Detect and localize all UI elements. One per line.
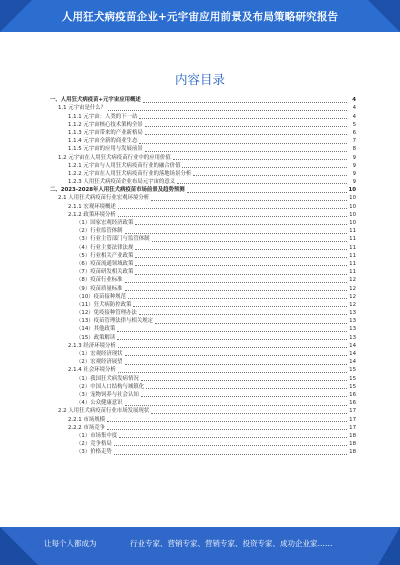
toc-entry-label: （2）宏观经济展望: [76, 359, 123, 366]
toc-leader-dots: [114, 454, 347, 455]
toc-leader-dots: [133, 306, 347, 307]
toc-entry-page: 13: [349, 326, 356, 333]
toc-entry-page: 9: [352, 162, 356, 169]
toc-entry-page: 4: [352, 105, 356, 112]
toc-entry-page: 11: [349, 228, 356, 235]
toc-entry-label: 1.1.2 元宇宙核心技术架构全景: [68, 121, 143, 128]
toc-entry-label: （10）疫苗接种规范: [76, 293, 126, 300]
toc-entry-label: 2.2 人用狂犬病疫苗行业市场发展现状: [58, 408, 150, 415]
toc-entry-label: 2.2.2 市场竞争: [68, 424, 105, 431]
toc-entry-label: （4）公众健康意识: [76, 400, 123, 407]
toc-leader-dots: [143, 102, 347, 103]
toc-leader-dots: [117, 339, 347, 340]
toc-entry-page: 9: [352, 179, 356, 186]
toc-leader-dots: [125, 290, 347, 291]
toc-entry-page: 7: [352, 138, 356, 145]
toc-entry-label: 一、人用狂犬病疫苗+元宇宙应用概述: [50, 97, 141, 104]
toc-entry-label: 2.1 人用狂犬病疫苗行业宏观环境分析: [58, 195, 150, 202]
toc-entry-label: （2）中国人口结构与城镇化: [76, 383, 145, 390]
toc-entry-page: 14: [349, 359, 356, 366]
toc-entry-label: （14）其他政策: [76, 326, 116, 333]
toc-entry-page: 9: [352, 170, 356, 177]
toc-leader-dots: [108, 110, 347, 111]
toc-entry[interactable]: [50, 260, 356, 268]
toc-leader-dots: [182, 167, 347, 168]
toc-entry-label: 1.2.1 元宇宙与人用狂犬病疫苗行业的融合价值: [68, 162, 181, 169]
toc-leader-dots: [146, 388, 347, 389]
toc-entry-page: 12: [349, 293, 356, 300]
toc-entry-page: 13: [349, 310, 356, 317]
toc-entry[interactable]: [50, 293, 356, 301]
toc-entry[interactable]: [50, 276, 356, 284]
toc-entry[interactable]: [50, 104, 356, 112]
footer-roles-text: 行业专家、营销专家、营销专家、投资专家、成功企业家……: [130, 539, 333, 548]
toc-entry-page: 13: [349, 334, 356, 341]
toc-entry-label: （12）免疫接种管理办法: [76, 310, 137, 317]
toc-entry-label: （1）市场集中度: [76, 432, 118, 439]
toc-leader-dots: [145, 126, 347, 127]
toc-entry[interactable]: [50, 243, 356, 251]
toc-entry[interactable]: [50, 432, 356, 440]
toc-leader-dots: [193, 175, 347, 176]
toc-entry[interactable]: [50, 219, 356, 227]
toc-leader-dots: [114, 445, 347, 446]
toc-entry[interactable]: [50, 137, 356, 145]
toc-leader-dots: [118, 216, 347, 217]
toc-entry[interactable]: [50, 317, 356, 325]
toc-entry[interactable]: [50, 252, 356, 260]
toc-leader-dots: [139, 118, 347, 119]
toc-entry-label: （1）国家宏观经济政策: [76, 220, 134, 226]
toc-entry-page: 11: [349, 269, 356, 276]
toc-entry-label: 1.2.3 人用狂犬病疫苗企业布局元宇宙的意义: [68, 179, 176, 186]
toc-entry-page: 11: [349, 236, 356, 243]
toc-entry[interactable]: [50, 284, 356, 292]
toc-entry-page: 16: [349, 400, 356, 407]
toc-entry[interactable]: [50, 301, 356, 309]
toc-entry[interactable]: [50, 202, 356, 210]
toc-entry-page: 10: [349, 211, 356, 218]
toc-entry-page: 15: [349, 375, 356, 382]
toc-leader-dots: [141, 380, 347, 381]
toc-entry-label: 1.1.5 元宇宙的应用与发展前景: [68, 146, 143, 153]
toc-entry-page: 11: [349, 252, 356, 259]
toc-entry-page: 15: [349, 367, 356, 374]
toc-entry-label: （6）疫苗流通领域政策: [76, 260, 134, 267]
toc-entry-label: （2）行业监管体制: [76, 228, 123, 235]
toc-entry-label: 1.1.4 元宇宙全新的商业生态: [68, 138, 138, 145]
toc-leader-dots: [125, 364, 347, 365]
toc-entry[interactable]: [50, 383, 356, 391]
toc-entry-label: 2.1.4 社会环境分析: [68, 367, 116, 374]
toc-entry[interactable]: [50, 424, 356, 432]
toc-entry[interactable]: [50, 178, 356, 186]
toc-entry-page: 14: [349, 342, 356, 349]
toc-leader-dots: [125, 282, 347, 283]
toc-entry-page: 17: [349, 424, 356, 431]
toc-entry-label: 2.2.1 市场规模: [68, 416, 105, 423]
toc-entry[interactable]: [50, 342, 356, 350]
toc-leader-dots: [125, 355, 347, 356]
toc-entry-page: 18: [349, 449, 356, 456]
toc-entry[interactable]: [50, 235, 356, 243]
toc-leader-dots: [135, 249, 347, 250]
page-footer: [0, 527, 400, 565]
toc-entry-label: （1）宏观经济现状: [76, 351, 123, 357]
toc-entry-page: 10: [349, 195, 356, 202]
toc-leader-dots: [145, 134, 347, 135]
toc-entry-label: （11）狂犬病防控政策: [76, 301, 132, 308]
toc-entry-label: （9）疫苗质量标准: [76, 285, 123, 292]
toc-entry[interactable]: [50, 448, 356, 456]
toc-leader-dots: [125, 233, 347, 234]
toc-entry-page: 17: [349, 416, 356, 423]
toc-entry-label: （2）竞争格局: [76, 441, 112, 448]
toc-entry-page: 12: [349, 301, 356, 308]
toc-entry[interactable]: [50, 366, 356, 374]
toc-entry[interactable]: [50, 407, 356, 415]
toc-entry-page: 6: [352, 129, 356, 136]
toc-leader-dots: [135, 224, 347, 225]
toc-leader-dots: [151, 200, 347, 201]
toc-entry[interactable]: [50, 415, 356, 423]
toc-entry-page: 5: [352, 121, 356, 128]
toc-entry-page: 10: [349, 203, 356, 210]
toc-leader-dots: [119, 437, 347, 438]
toc-entry[interactable]: [50, 96, 356, 104]
toc-entry[interactable]: [50, 211, 356, 219]
toc-entry[interactable]: [50, 145, 356, 153]
toc-entry-page: 18: [349, 432, 356, 439]
toc-leader-dots: [128, 298, 347, 299]
toc-entry-label: （7）疫苗研发相关政策: [76, 269, 134, 276]
toc-leader-dots: [107, 429, 347, 430]
toc-leader-dots: [118, 372, 347, 373]
toc-entry-page: 8: [352, 146, 356, 153]
toc-entry-page: 13: [349, 318, 356, 325]
toc-leader-dots: [139, 314, 347, 315]
toc-entry-label: （8）疫苗行业标准: [76, 277, 123, 284]
toc-entry-page: 14: [349, 351, 356, 357]
toc-entry-label: 1.2.2 元宇宙在人用狂犬病疫苗行业的落地场景分析: [68, 170, 192, 177]
footer-right-accent: [378, 527, 400, 565]
toc-leader-dots: [151, 413, 347, 414]
toc-heading: 内容目录: [174, 72, 225, 87]
toc-entry[interactable]: [50, 162, 356, 170]
toc-leader-dots: [118, 347, 347, 348]
toc-entry[interactable]: [50, 440, 356, 448]
toc-entry-page: 4: [352, 113, 356, 120]
toc-leader-dots: [135, 257, 347, 258]
toc-leader-dots: [173, 159, 347, 160]
toc-entry-label: 2.1.1 宏观环境概述: [68, 203, 116, 210]
report-header: [0, 0, 400, 32]
footer-left-accent: [0, 527, 38, 565]
report-title: 人用狂犬病疫苗企业+元宇宙应用前景及布局策略研究报告: [61, 11, 339, 23]
footer-lead-text: 让每个人都成为: [44, 539, 97, 548]
toc-entry[interactable]: [50, 170, 356, 178]
toc-entry-label: （4）行业主要法律法规: [76, 244, 134, 251]
toc-entry-label: （3）价格走势: [76, 449, 112, 456]
toc-leader-dots: [107, 421, 347, 422]
toc-entry-page: 16: [349, 391, 356, 398]
toc-leader-dots: [187, 192, 347, 193]
toc-entry[interactable]: [50, 309, 356, 317]
toc-entry-page: 18: [349, 441, 356, 448]
toc-entry-page: 17: [349, 408, 356, 415]
toc-entry-label: 1.1.1 元宇宙：人类的下一站: [68, 113, 138, 120]
toc-entry[interactable]: [50, 399, 356, 407]
toc-entry-page: 10: [348, 187, 356, 194]
toc-leader-dots: [118, 208, 347, 209]
toc-entry[interactable]: [50, 391, 356, 399]
toc-entry[interactable]: [50, 227, 356, 235]
toc-entry-page: 12: [349, 285, 356, 292]
toc-entry[interactable]: [50, 325, 356, 333]
toc-entry-label: 1.1.3 元宇宙带来的产业新格局: [68, 129, 143, 136]
toc-entry[interactable]: [50, 129, 356, 137]
toc-leader-dots: [152, 241, 347, 242]
table-of-contents: [50, 96, 356, 456]
toc-entry-page: 11: [349, 260, 356, 267]
toc-leader-dots: [145, 151, 347, 152]
toc-leader-dots: [177, 183, 347, 184]
toc-entry[interactable]: [50, 268, 356, 276]
toc-entry-label: （13）疫苗管理法律与相关规定: [76, 318, 153, 325]
toc-entry-label: 二、2023-2028年人用狂犬病疫苗市场前景及趋势预测: [50, 187, 185, 194]
toc-entry[interactable]: [50, 350, 356, 358]
toc-entry-page: 15: [349, 383, 356, 390]
toc-entry[interactable]: [50, 333, 356, 341]
toc-entry[interactable]: [50, 121, 356, 129]
toc-entry-page: 4: [352, 97, 356, 104]
toc-entry[interactable]: [50, 374, 356, 382]
toc-entry-page: 11: [349, 244, 356, 251]
toc-entry-label: 1.1 元宇宙是什么？: [58, 105, 107, 112]
toc-entry-label: （1）我国狂犬病发病情况: [76, 375, 139, 382]
toc-entry-label: （3）宠物饲养与社会认知: [76, 391, 139, 398]
toc-leader-dots: [135, 274, 347, 275]
toc-entry-page: 10: [349, 220, 356, 226]
toc-leader-dots: [139, 143, 347, 144]
toc-entry-page: 12: [349, 277, 356, 284]
toc-entry[interactable]: [50, 186, 356, 194]
toc-entry[interactable]: [50, 112, 356, 120]
toc-entry-label: （5）行业相关产业政策: [76, 252, 134, 259]
toc-entry-label: （3）行业主管部门与监管体制: [76, 236, 150, 243]
toc-leader-dots: [117, 331, 347, 332]
toc-leader-dots: [125, 405, 347, 406]
toc-entry[interactable]: [50, 153, 356, 161]
toc-entry-label: 2.1.3 经济环境分析: [68, 342, 116, 349]
toc-entry[interactable]: [50, 194, 356, 202]
toc-entry[interactable]: [50, 358, 356, 366]
toc-leader-dots: [135, 265, 347, 266]
toc-entry-label: 1.2 元宇宙在人用狂犬病疫苗行业中的应用价值: [58, 154, 171, 161]
toc-leader-dots: [155, 323, 347, 324]
toc-entry-label: 2.1.2 政策环境分析: [68, 211, 116, 218]
toc-entry-label: （15）政策解读: [76, 334, 116, 341]
toc-leader-dots: [141, 396, 347, 397]
toc-entry-page: 9: [352, 154, 356, 161]
